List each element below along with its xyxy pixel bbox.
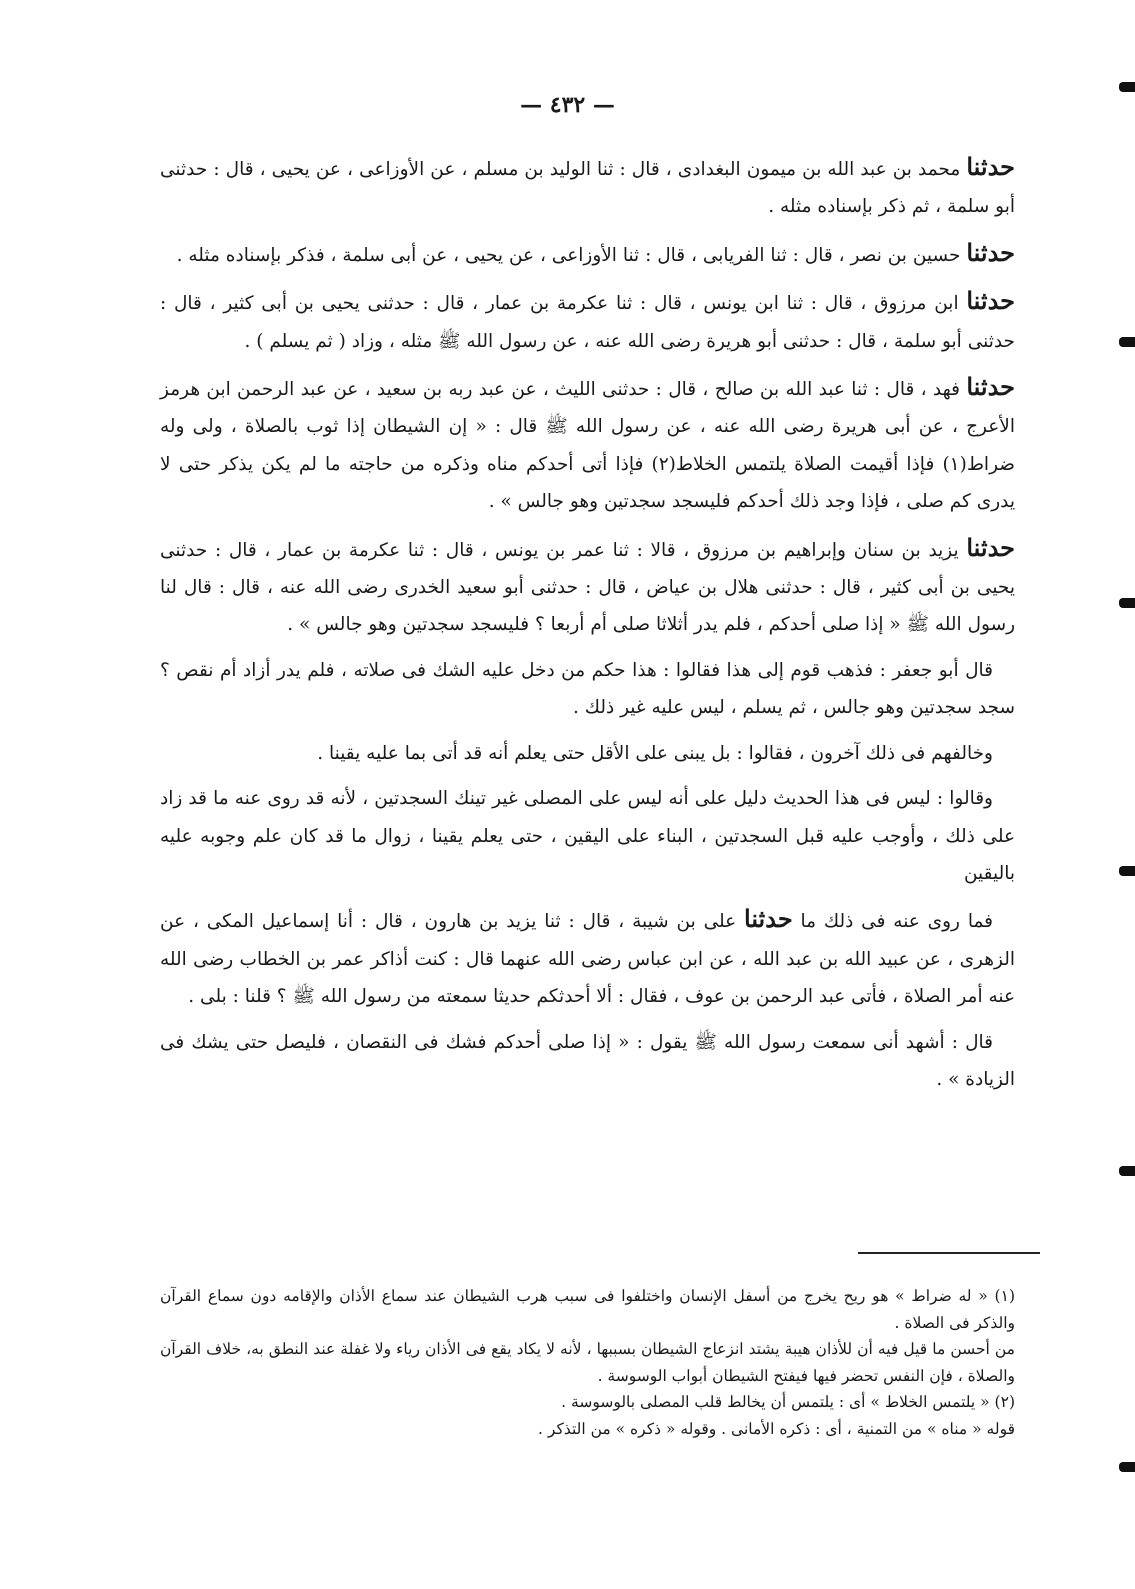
paragraph <box>160 735 1015 772</box>
footnote: (٢) « يلتمس الخلاط » أى : يلتمس أن يخالط قلب المصلى بالوسوسة . <box>561 1393 1015 1412</box>
hadith-keyword: حدثنا <box>744 904 793 934</box>
paragraph-text: قال أبو جعفر : فذهب قوم إلى هذا فقالوا : هذا حكم من دخل عليه الشك فى صلاته ، فلم يدر أزاد أم نقص ؟ سجد سجدتين وهو جالس ، ثم يسلم ، ليس عليه غير ذلك . <box>160 659 1015 719</box>
footnote: (١) « له ضراط » هو ريح يخرج من أسفل الإنسان واختلفوا فى سبب هرب الشيطان عند سماع الأذان والإقامه دون سماع القرآن والذكر فى الصلاة . <box>160 1287 1015 1332</box>
page-edge-mark <box>1119 1166 1135 1176</box>
hadith-keyword: حدثنا <box>966 286 1015 316</box>
paragraph <box>160 234 1015 274</box>
paragraph <box>160 148 1015 226</box>
page-number: — ٤٣٢ — <box>520 92 615 118</box>
paragraph-text: وخالفهم فى ذلك آخرون ، فقالوا : بل يبنى على الأقل حتى يعلم أنه قد أتى بما عليه يقينا . <box>317 742 993 764</box>
page-edge-mark <box>1119 337 1135 347</box>
paragraph-text: محمد بن عبد الله بن ميمون البغدادى ، قال : ثنا الوليد بن مسلم ، عن الأوزاعى ، عن يحيى ، قال : حدثنى أبو سلمة ، ثم ذكر بإسناده مثله . <box>160 159 1015 218</box>
page-edge-mark <box>1119 1462 1135 1472</box>
hadith-keyword: حدثنا <box>966 372 1015 402</box>
paragraph-text: وقالوا : ليس فى هذا الحديث دليل على أنه ليس على المصلى غير تينك السجدتين ، لأنه قد روى عنه ما قد زاد على ذلك ، وأوجب عليه قبل السجدتين ، البناء على اليقين ، حتى يعلم يقينا ، زوال ما قد كان علم وجوبه عليه باليقين <box>160 788 1015 884</box>
paragraph <box>160 368 1015 521</box>
footnote: قوله « مناه » من التمنية ، أى : ذكره الأمانى . وقوله « ذكره » من التذكر . <box>538 1419 1015 1438</box>
paragraph-text: يزيد بن سنان وإبراهيم بن مرزوق ، قالا : ثنا عمر بن يونس ، قال : ثنا عكرمة بن عمار ، قال : حدثنى يحيى بن أبى كثير ، قال : حدثنى هلال بن عياض ، قال : حدثنى أبو سعيد الخدرى رضى الله عنه ، قال : قال لنا رسول الله ﷺ « إذا صلى أحدكم ، فلم يدر أثلاثا صلى أم أربعا ؟ فليسجد سجدتين وهو جالس » . <box>160 539 1015 636</box>
hadith-keyword: حدثنا <box>966 152 1015 181</box>
paragraph <box>160 652 1015 727</box>
paragraph-text: ابن مرزوق ، قال : ثنا ابن يونس ، قال : ثنا عكرمة بن عمار ، قال : حدثنى يحيى بن أبى كثير ، قال : حدثنى أبو سلمة ، قال : حدثنى أبو هريرة رضى الله عنه ، عن رسول الله ﷺ مثله ، وزاد ( ثم يسلم ) . <box>160 293 1015 352</box>
footnote: من أحسن ما قيل فيه أن للأذان هيبة يشتد انزعاج الشيطان بسببها ، لأنه لا يكاد يقع فى الأذان رياء ولا غفلة عند النطق به، خلاف القرآن والصلاة ، فإن النفس تحضر فيها فيفتح الشيطان أبواب الوسوسة . <box>160 1340 1015 1385</box>
paragraph-text: فهد ، قال : ثنا عبد الله بن صالح ، قال : حدثنى الليث ، عن عبد ربه بن سعيد ، عن عبد الرحمن ابن هرمز الأعرج ، عن أبى هريرة رضى الله عنه ، عن رسول الله ﷺ قال : « إن الشيطان إذا ثوب بالصلاة ، ولى وله ضراط(١) فإذا أقيمت الصلاة يلتمس الخلاط(٢) فإذا أتى أحدكم مناه وذكره من حاجته ما لم يكن يذكر حتى لا يدرى كم صلى ، فإذا وجد ذلك أحدكم فليسجد سجدتين وهو جالس » . <box>160 379 1015 513</box>
hadith-keyword: حدثنا <box>966 532 1015 562</box>
hadith-keyword: حدثنا <box>966 237 1015 267</box>
paragraph <box>160 900 1015 1015</box>
page-edge-mark <box>1119 866 1135 876</box>
paragraph <box>160 529 1015 644</box>
footnote-divider <box>858 1252 1040 1254</box>
paragraph-prefix: فما روى عنه فى ذلك ما <box>792 911 993 933</box>
paragraph-text: قال : أشهد أنى سمعت رسول الله ﷺ يقول : « إذا صلى أحدكم فشك فى النقصان ، فليصل حتى يشك فى الزيادة » . <box>160 1031 1015 1090</box>
main-text <box>160 148 1015 1106</box>
paragraph <box>160 1024 1015 1099</box>
paragraph-text: على بن شيبة ، قال : ثنا يزيد بن هارون ، قال : أنا إسماعيل المكى ، عن الزهرى ، عن عبيد الله بن عبد الله ، عن ابن عباس رضى الله عنهما قال : كنت أذاكر عمر بن الخطاب رضى الله عنه أمر الصلاة ، فأتى عبد الرحمن بن عوف ، فقال : ألا أحدثكم حديثا سمعته من رسول الله ﷺ ؟ قلنا : بلى . <box>160 911 1015 1008</box>
footnotes <box>160 1283 1015 1443</box>
page-edge-mark <box>1119 82 1135 92</box>
page-edge-mark <box>1119 598 1135 608</box>
paragraph <box>160 780 1015 892</box>
paragraph-text: حسين بن نصر ، قال : ثنا الفريابى ، قال : ثنا الأوزاعى ، عن يحيى ، عن أبى سلمة ، فذكر بإسناده مثله . <box>176 244 967 266</box>
paragraph <box>160 282 1015 360</box>
